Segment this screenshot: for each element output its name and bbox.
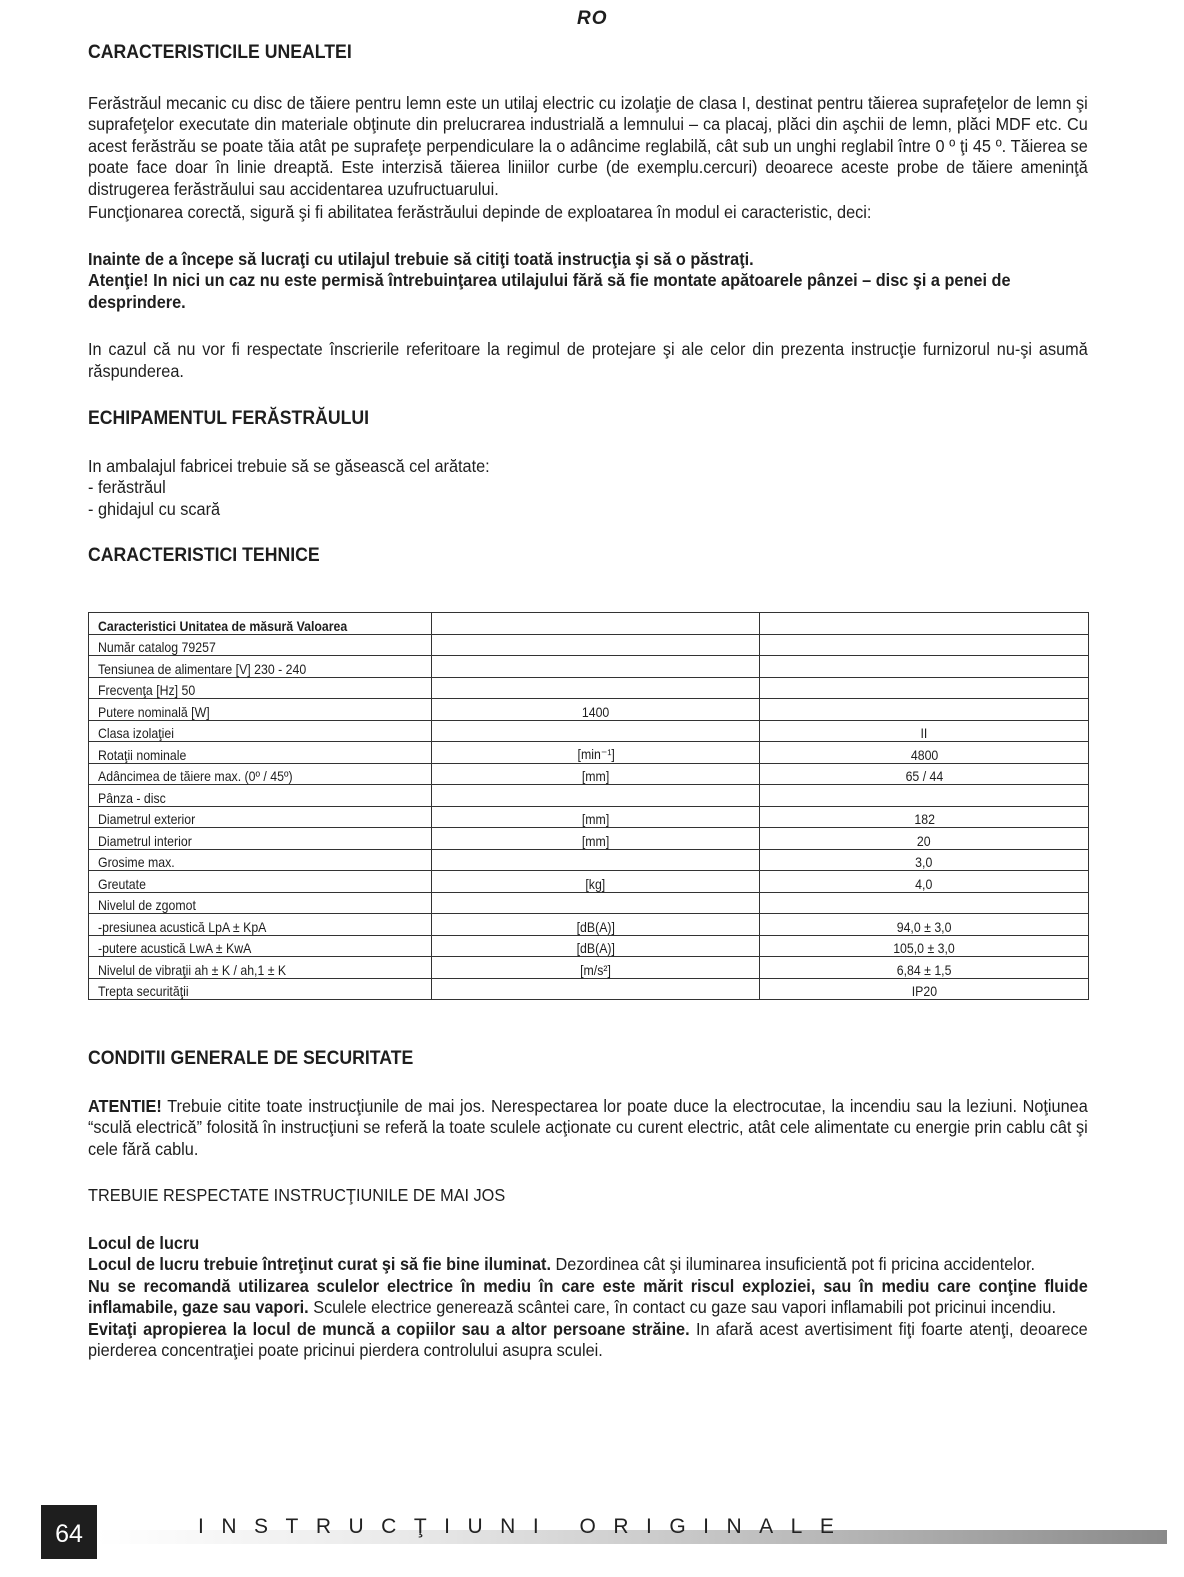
- row-unit: [min⁻¹]: [577, 745, 615, 762]
- footer-title: INSTRUCŢIUNI ORIGINALE: [198, 1515, 852, 1538]
- table-row: [89, 742, 1089, 764]
- row-unit: [mm]: [582, 811, 610, 827]
- row-unit: [mm]: [582, 832, 610, 849]
- row-unit: [kg]: [585, 875, 606, 892]
- workplace-text-3: In afară acest avertisiment fiţi foarte atenţi, deoarece pierderea concentraţiei poate pricinui pierdera controlului asupra sculei.: [88, 1318, 1088, 1360]
- characteristics-paragraph: Ferăstrăul mecanic cu disc de tăiere pentru lemn este un utilaj electric cu izolaţie de clasa I, destinat pentru tăierea suprafeţelor de lemn şi suprafeţelor executate din materiale obţinute din prelucrarea industrială a lemnului – ca placaj, plăci din aşchii de lemn, plăci MDF etc. Cu acest ferăstrău se poate tăia atât pe suprafeţe perpendiculare la o adâncime reglabilă, cât sub un unghi reglabil între 0 º ţi 45 º. Tăierea se poate face doar în linie dreaptă. Este interzisă tăierea liniilor curbe (de exemplu.cercuri) deoarece aceste probe de tăiere ameninţă distrugerea ferăstrăului sau accidentarea uzufructuarului.: [88, 92, 1088, 199]
- table-row: [89, 677, 1089, 699]
- row-value: 4,0: [915, 875, 933, 892]
- warning-guards: Atenţie! In nici un caz nu este permisă întrebuinţarea utilajului fără să fie montate apătoarele pânzei – disc şi a penei de desprindere.: [88, 270, 1011, 312]
- workplace-bold-1: Locul de lucru trebuie întreţinut curat şi să fie bine iluminat.: [88, 1254, 552, 1274]
- row-name: Tensiunea de alimentare [V] 230 - 240: [98, 660, 307, 677]
- row-name: Rotaţii nominale: [98, 746, 187, 763]
- table-row: [89, 806, 1089, 828]
- row-name: Putere nominală [W]: [98, 703, 210, 720]
- table-row: [89, 871, 1089, 893]
- equipment-item: - ferăstrăul: [88, 477, 166, 497]
- language-label: RO: [577, 8, 608, 29]
- tech-heading: CARACTERISTICI TEHNICE: [88, 545, 320, 566]
- row-name: Pânza - disc: [98, 789, 166, 806]
- table-row: [89, 914, 1089, 936]
- row-name: Trepta securităţii: [98, 983, 189, 999]
- table-row: [89, 656, 1089, 678]
- row-name: Număr catalog 79257: [98, 639, 216, 655]
- document-body: [88, 40, 1088, 567]
- row-unit: [m/s²]: [580, 961, 612, 978]
- row-name: -putere acustică LwA ± KwA: [98, 940, 252, 956]
- row-name: Clasa izolaţiei: [98, 725, 175, 741]
- table-header-text: Caracteristici Unitatea de măsură Valoarea: [98, 617, 348, 634]
- row-name: Nivelul de zgomot: [98, 897, 196, 913]
- safety-text: Trebuie citite toate instrucţiunile de mai jos. Nerespectarea lor poate duce la electrocutae, la incendiu sau la leziuni. Noţiunea “sculă electrică” folosită în instrucţiuni se referă la toate sculele acţionate cu curent electric, atât cele alimentate cu energie prin cablu cât şi cele fără cablu.: [88, 1095, 1088, 1159]
- row-unit: [dB(A)]: [576, 918, 615, 935]
- table-row: [89, 720, 1089, 742]
- table-row: [89, 785, 1089, 807]
- equipment-heading: ECHIPAMENTUL FERĂSTRĂULUI: [88, 408, 370, 429]
- row-value: 6,84 ± 1,5: [896, 961, 952, 978]
- row-value: 182: [913, 811, 935, 827]
- table-row: [89, 892, 1089, 914]
- workplace-bold-3: Evitaţi apropierea la locul de muncă a copiilor sau a altor persoane străine.: [88, 1318, 690, 1339]
- row-value: 4800: [910, 746, 938, 763]
- table-row: [89, 849, 1089, 871]
- row-name: Adâncimea de tăiere max. (0º / 45º): [98, 768, 293, 784]
- safety-caps: TREBUIE RESPECTATE INSTRUCŢIUNILE DE MAI JOS: [88, 1185, 506, 1205]
- safety-section: [88, 1048, 1088, 1362]
- table-row: [89, 935, 1089, 957]
- tech-specs-table: [88, 612, 1089, 1000]
- workplace-bold-2: Nu se recomandă utilizarea sculelor electrice în mediu în care este mărit riscul exploziei, sau în mediu care conţine fluide inflamabile, gaze sau vapori.: [88, 1275, 1088, 1317]
- safety-atentie: ATENTIE!: [88, 1095, 162, 1116]
- table-row: [89, 699, 1089, 721]
- row-value: 94,0 ± 3,0: [896, 918, 952, 935]
- characteristics-heading: CARACTERISTICILE UNEALTEI: [88, 42, 352, 63]
- workplace-paragraph-2: [88, 1276, 1088, 1319]
- row-name: Frecvenţa [Hz] 50: [98, 682, 196, 698]
- row-unit: [dB(A)]: [576, 940, 615, 956]
- safety-paragraph: [88, 1096, 1088, 1161]
- characteristics-paragraph-2: Funcţionarea corectă, sigură şi fi abilitatea ferăstrăului depinde de exploatarea în modul ei caracteristic, deci:: [88, 202, 872, 222]
- workplace-heading: Locul de lucru: [88, 1232, 200, 1253]
- row-name: Diametrul exterior: [98, 811, 196, 827]
- warning-read-instructions: Inainte de a începe să lucraţi cu utilajul trebuie să citiţi toată instrucţia şi să o păstraţi.: [88, 248, 754, 269]
- safety-heading: CONDITII GENERALE DE SECURITATE: [88, 1048, 414, 1069]
- row-name: Nivelul de vibraţii ah ± K / ah,1 ± K: [98, 961, 287, 978]
- equipment-intro: In ambalajul fabricei trebuie să se găsească cel arătate:: [88, 455, 490, 476]
- table-header-row: [89, 613, 1089, 635]
- row-unit: 1400: [581, 703, 610, 720]
- workplace-paragraph-3: [88, 1319, 1088, 1362]
- table-row: [89, 634, 1089, 656]
- workplace-paragraph-1: [88, 1254, 1088, 1276]
- row-value: IP20: [911, 983, 937, 999]
- row-name: Greutate: [98, 875, 146, 892]
- table-row: [89, 828, 1089, 850]
- table-row: [89, 978, 1089, 1000]
- row-name: Grosime max.: [98, 854, 175, 870]
- workplace-text-1: Dezordinea cât şi iluminarea insuficientă pot fi pricina accidentelor.: [551, 1254, 1036, 1274]
- liability-paragraph: In cazul că nu vor fi respectate înscrierile referitoare la regimul de protejare şi ale celor din prezenta instrucţie furnizorul nu-şi asumă răspunderea.: [88, 339, 1088, 381]
- row-value: 65 / 44: [905, 768, 944, 784]
- page-number: 64: [41, 1505, 97, 1559]
- row-value: 105,0 ± 3,0: [893, 940, 956, 956]
- table-row: [89, 763, 1089, 785]
- table-row: [89, 957, 1089, 979]
- row-unit: [mm]: [582, 768, 610, 784]
- workplace-text-2: Sculele electrice generează scântei care, în contact cu gaze sau vapori inflamabili pot pricinui incendiu.: [308, 1297, 1056, 1317]
- row-value: 3,0: [915, 854, 933, 870]
- equipment-item: - ghidajul cu scară: [88, 498, 221, 519]
- row-name: -presiunea acustică LpA ± KpA: [98, 918, 267, 935]
- row-value: II: [920, 725, 928, 741]
- row-name: Diametrul interior: [98, 832, 192, 849]
- row-value: 20: [917, 832, 932, 849]
